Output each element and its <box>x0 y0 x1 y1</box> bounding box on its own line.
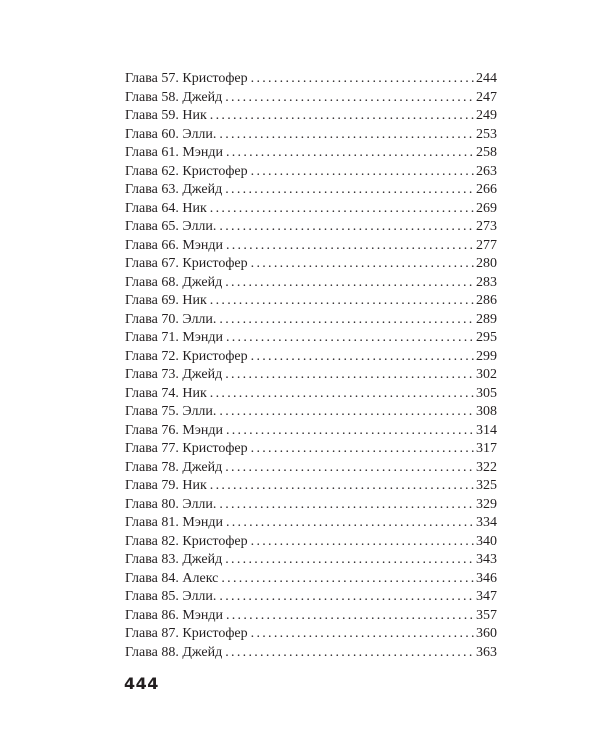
toc-entry <box>125 625 497 644</box>
toc-entry <box>125 348 497 367</box>
toc-entry <box>125 107 497 126</box>
toc-entry-title: Глава 70. Элли. <box>125 311 217 327</box>
toc-entry-page: 325 <box>476 478 497 493</box>
dot-leader <box>210 292 474 311</box>
toc-entry-page: 249 <box>476 108 497 123</box>
toc-entry-title: Глава 62. Кристофер <box>125 163 248 179</box>
toc-entry-page: 340 <box>476 533 497 549</box>
toc-entry-title: Глава 57. Кристофер <box>125 71 248 86</box>
toc-entry <box>125 181 497 200</box>
toc-entry <box>125 255 497 274</box>
toc-entry-title: Глава 61. Мэнди <box>125 145 223 160</box>
dot-leader <box>251 533 474 552</box>
dot-leader <box>251 440 474 459</box>
toc-entry <box>125 496 497 515</box>
toc-entry-page: 247 <box>476 89 497 105</box>
toc-entry-page: 280 <box>476 256 497 271</box>
toc-entry-page: 305 <box>476 385 497 401</box>
toc-entry-page: 308 <box>476 404 497 419</box>
toc-entry-page: 258 <box>476 145 497 160</box>
toc-entry-title: Глава 86. Мэнди <box>125 607 223 623</box>
table-of-contents <box>125 70 497 662</box>
toc-entry-page: 363 <box>476 644 497 660</box>
dot-leader <box>226 422 474 441</box>
dot-leader <box>225 366 474 385</box>
toc-entry-page: 299 <box>476 348 497 364</box>
dot-leader <box>210 477 474 496</box>
toc-entry-title: Глава 88. Джейд <box>125 644 223 660</box>
toc-entry-page: 347 <box>476 589 497 604</box>
toc-entry-page: 360 <box>476 626 497 641</box>
dot-leader <box>225 459 474 478</box>
dot-leader <box>225 89 474 108</box>
toc-entry-page: 266 <box>476 182 497 197</box>
dot-leader <box>251 70 474 89</box>
toc-entry-title: Глава 79. Ник <box>125 478 207 493</box>
toc-entry <box>125 218 497 237</box>
toc-entry <box>125 551 497 570</box>
toc-entry <box>125 237 497 256</box>
toc-entry <box>125 403 497 422</box>
toc-entry <box>125 292 497 311</box>
toc-entry-title: Глава 65. Элли. <box>125 219 217 234</box>
toc-entry-title: Глава 80. Элли. <box>125 496 217 512</box>
toc-entry <box>125 570 497 589</box>
dot-leader <box>225 551 474 570</box>
toc-entry-page: 357 <box>476 607 497 623</box>
toc-entry-page: 295 <box>476 330 497 345</box>
dot-leader <box>219 126 474 145</box>
toc-entry-page: 314 <box>476 422 497 438</box>
toc-entry-title: Глава 72. Кристофер <box>125 348 248 364</box>
toc-entry-page: 343 <box>476 552 497 567</box>
toc-entry-page: 263 <box>476 163 497 179</box>
toc-entry-page: 289 <box>476 311 497 327</box>
toc-entry <box>125 422 497 441</box>
toc-entry <box>125 366 497 385</box>
toc-entry-title: Глава 66. Мэнди <box>125 237 223 253</box>
toc-entry-title: Глава 73. Джейд <box>125 367 223 382</box>
toc-entry <box>125 89 497 108</box>
toc-entry <box>125 607 497 626</box>
toc-entry-page: 322 <box>476 459 497 475</box>
toc-entry-title: Глава 63. Джейд <box>125 182 223 197</box>
toc-entry-title: Глава 78. Джейд <box>125 459 223 475</box>
toc-entry-page: 244 <box>476 71 497 86</box>
toc-entry-title: Глава 84. Алекс <box>125 570 219 586</box>
toc-entry <box>125 70 497 89</box>
dot-leader <box>219 218 474 237</box>
dot-leader <box>210 107 474 126</box>
dot-leader <box>219 496 474 515</box>
toc-entry <box>125 274 497 293</box>
dot-leader <box>210 200 474 219</box>
dot-leader <box>219 403 474 422</box>
toc-entry-title: Глава 68. Джейд <box>125 274 223 290</box>
toc-entry-page: 334 <box>476 515 497 530</box>
dot-leader <box>219 588 474 607</box>
toc-entry-title: Глава 59. Ник <box>125 108 207 123</box>
dot-leader <box>219 311 474 330</box>
toc-entry <box>125 311 497 330</box>
toc-entry <box>125 440 497 459</box>
toc-entry-title: Глава 76. Мэнди <box>125 422 223 438</box>
toc-entry-title: Глава 87. Кристофер <box>125 626 248 641</box>
toc-entry-page: 277 <box>476 237 497 253</box>
dot-leader <box>226 329 474 348</box>
toc-entry <box>125 477 497 496</box>
toc-entry-page: 346 <box>476 570 497 586</box>
toc-entry <box>125 644 497 663</box>
toc-entry-page: 283 <box>476 274 497 290</box>
toc-entry-page: 317 <box>476 441 497 456</box>
toc-entry <box>125 200 497 219</box>
toc-entry <box>125 144 497 163</box>
dot-leader <box>251 163 474 182</box>
dot-leader <box>225 274 474 293</box>
toc-entry <box>125 533 497 552</box>
toc-entry-title: Глава 71. Мэнди <box>125 330 223 345</box>
toc-entry <box>125 588 497 607</box>
toc-entry <box>125 126 497 145</box>
toc-entry-page: 269 <box>476 200 497 216</box>
toc-entry-title: Глава 60. Элли. <box>125 126 217 142</box>
toc-entry <box>125 329 497 348</box>
dot-leader <box>225 644 474 663</box>
dot-leader <box>226 607 474 626</box>
dot-leader <box>210 385 474 404</box>
dot-leader <box>221 570 474 589</box>
toc-entry-title: Глава 85. Элли. <box>125 589 217 604</box>
toc-entry <box>125 163 497 182</box>
toc-entry <box>125 459 497 478</box>
toc-entry-page: 286 <box>476 293 497 308</box>
dot-leader <box>225 181 474 200</box>
toc-entry-title: Глава 82. Кристофер <box>125 533 248 549</box>
toc-entry-title: Глава 74. Ник <box>125 385 207 401</box>
toc-entry-title: Глава 81. Мэнди <box>125 515 223 530</box>
toc-entry-title: Глава 58. Джейд <box>125 89 223 105</box>
toc-entry-page: 253 <box>476 126 497 142</box>
toc-entry-title: Глава 83. Джейд <box>125 552 223 567</box>
dot-leader <box>251 255 474 274</box>
dot-leader <box>226 514 474 533</box>
toc-entry-page: 273 <box>476 219 497 234</box>
toc-entry-title: Глава 64. Ник <box>125 200 207 216</box>
toc-entry-title: Глава 67. Кристофер <box>125 256 248 271</box>
dot-leader <box>226 237 474 256</box>
toc-entry <box>125 385 497 404</box>
dot-leader <box>226 144 474 163</box>
toc-entry-page: 302 <box>476 367 497 382</box>
dot-leader <box>251 348 474 367</box>
toc-entry-title: Глава 69. Ник <box>125 293 207 308</box>
page-number: 444 <box>124 674 159 693</box>
dot-leader <box>251 625 474 644</box>
toc-entry-title: Глава 77. Кристофер <box>125 441 248 456</box>
toc-entry-page: 329 <box>476 496 497 512</box>
toc-entry <box>125 514 497 533</box>
toc-entry-title: Глава 75. Элли. <box>125 404 217 419</box>
